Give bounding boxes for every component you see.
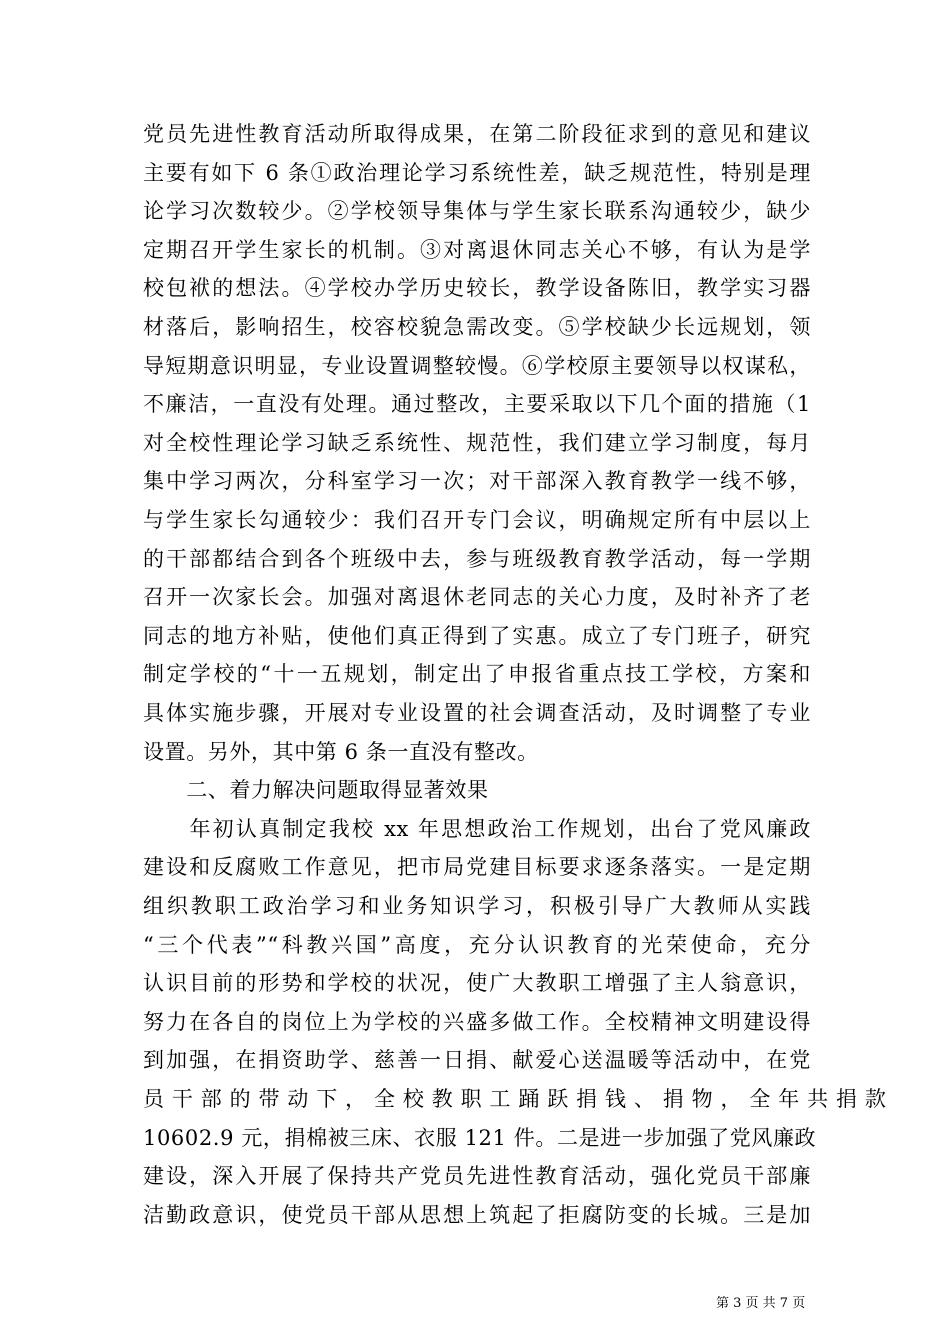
page-footer: 第 3 页 共 7 页	[716, 1296, 806, 1311]
text-line: 对全校性理论学习缺乏系统性、规范性，我们建立学习制度，每月	[143, 431, 811, 455]
text-line: 主要有如下 6 条①政治理论学习系统性差，缺乏规范性，特别是理	[143, 161, 811, 185]
text-line: 不廉洁，一直没有处理。通过整改，主要采取以下几个面的措施（1	[143, 392, 811, 416]
text-line: 10602.9 元，捐棉被三床、衣服 121 件。二是进一步加强了党风廉政	[143, 1126, 817, 1150]
text-line: “三个代表”“科教兴国”高度，充分认识教育的光荣使命，充分	[143, 933, 811, 957]
text-line: 材落后，影响招生，校容校貌急需改变。⑤学校缺少长远规划，领	[143, 315, 811, 339]
text-line: 制定学校的“十一五规划，制定出了申报省重点技工学校，方案和	[143, 662, 811, 686]
text-line: 与学生家长勾通较少：我们召开专门会议，明确规定所有中层以上	[143, 508, 811, 532]
text-line: 建设和反腐败工作意见，把市局党建目标要求逐条落实。一是定期	[143, 855, 811, 879]
text-line: 的干部都结合到各个班级中去，参与班级教育教学活动，每一学期	[143, 547, 811, 571]
text-line: 校包袱的想法。④学校办学历史较长，教学设备陈旧，教学实习器	[143, 276, 811, 300]
text-line: 到加强，在捐资助学、慈善一日捐、献爱心送温暖等活动中，在党	[143, 1048, 811, 1072]
text-line: 努力在各自的岗位上为学校的兴盛多做工作。全校精神文明建设得	[143, 1010, 811, 1034]
text-line: 年初认真制定我校 xx 年思想政治工作规划，出台了党风廉政	[143, 817, 811, 841]
text-line: 组织教职工政治学习和业务知识学习，积极引导广大教师从实践	[143, 894, 811, 918]
text-line: 召开一次家长会。加强对离退休老同志的关心力度，及时补齐了老	[143, 585, 811, 609]
text-line: 建设，深入开展了保持共产党员先进性教育活动，强化党员干部廉	[143, 1164, 811, 1188]
text-line: 论学习次数较少。②学校领导集体与学生家长联系沟通较少，缺少	[143, 199, 811, 223]
text-line: 认识目前的形势和学校的状况，使广大教职工增强了主人翁意识，	[143, 971, 811, 995]
text-line: 同志的地方补贴，使他们真正得到了实惠。成立了专门班子，研究	[143, 624, 811, 648]
text-line: 导短期意识明显，专业设置调整较慢。⑥学校原主要领导以权谋私，	[143, 354, 811, 378]
text-line: 集中学习两次，分科室学习一次；对干部深入教育教学一线不够，	[143, 469, 811, 493]
text-line: 二、着力解决问题取得显著效果	[143, 778, 489, 802]
text-line: 员 干 部 的 带 动 下 ， 全 校 教 职 工 踊 跃 捐 钱 、 捐 物 ， 全 年 共 捐 款	[143, 1087, 887, 1111]
text-line: 党员先进性教育活动所取得成果，在第二阶段征求到的意见和建议	[143, 122, 811, 146]
text-line: 洁勤政意识，使党员干部从思想上筑起了拒腐防变的长城。三是加	[143, 1203, 811, 1227]
text-line: 设置。另外，其中第 6 条一直没有整改。	[143, 740, 539, 764]
text-line: 定期召开学生家长的机制。③对离退休同志关心不够，有认为是学	[143, 238, 811, 262]
text-line: 具体实施步骤，开展对专业设置的社会调查活动，及时调整了专业	[143, 701, 811, 725]
